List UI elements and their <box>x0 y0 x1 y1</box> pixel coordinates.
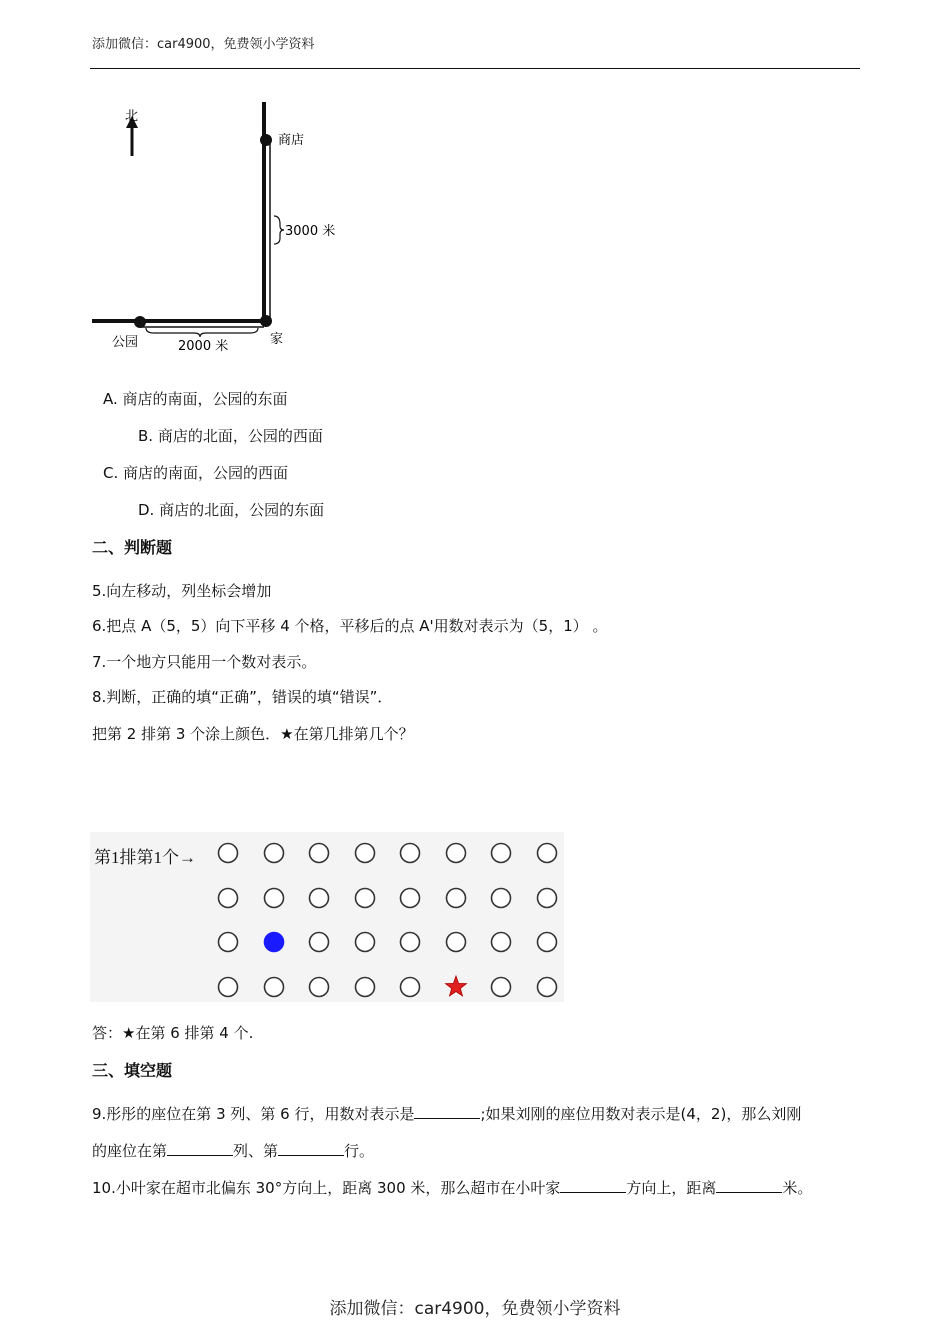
seat-grid-dots <box>90 832 564 1002</box>
seat-grid <box>90 832 564 1002</box>
blank-q10-distance[interactable] <box>716 1178 782 1193</box>
seat-circle <box>492 889 511 908</box>
seat-circle <box>356 978 375 997</box>
blank-q9-column[interactable] <box>167 1141 233 1156</box>
blank-q9-row[interactable] <box>278 1141 344 1156</box>
seat-circle <box>265 978 284 997</box>
blank-q10-direction[interactable] <box>560 1178 626 1193</box>
option-b: B. 商店的北面，公园的西面 <box>138 427 323 445</box>
seat-circle <box>219 933 238 952</box>
park-point <box>134 316 146 328</box>
seat-circle <box>538 844 557 863</box>
vertical-brace <box>274 216 284 244</box>
seat-circle <box>401 844 420 863</box>
seat-circle <box>492 933 511 952</box>
question-10: 10.小叶家在超市北偏东 30°方向上，距离 300 米，那么超市在小叶家 方向上，距离 米。 <box>92 1179 813 1197</box>
blank-q9-pair[interactable] <box>414 1104 480 1119</box>
option-d: D. 商店的北面，公园的东面 <box>138 501 325 519</box>
seat-circle <box>356 844 375 863</box>
header-watermark: 添加微信：car4900，免费领小学资料 <box>92 37 315 52</box>
seat-circle <box>356 889 375 908</box>
question-9-line2: 的座位在第 列、第 行。 <box>92 1142 375 1160</box>
question-5: 5.向左移动，列坐标会增加 <box>92 582 272 600</box>
seat-circle <box>401 889 420 908</box>
seat-circle <box>265 889 284 908</box>
seat-circle <box>538 933 557 952</box>
header-rule <box>90 68 860 69</box>
seat-circle <box>401 933 420 952</box>
question-9-line1: 9.彤彤的座位在第 3 列、第 6 行，用数对表示是 ;如果刘刚的座位用数对表示是(4，2)，那么刘刚 <box>92 1105 802 1123</box>
seat-circle <box>310 889 329 908</box>
seat-circle <box>219 978 238 997</box>
seat-circle <box>538 889 557 908</box>
seat-circle <box>447 889 466 908</box>
horizontal-brace <box>146 328 258 337</box>
option-c: C. 商店的南面，公园的西面 <box>103 464 289 482</box>
seat-circle <box>219 844 238 863</box>
seat-circle <box>538 978 557 997</box>
seat-circle <box>310 844 329 863</box>
answer-8: 答：★在第 6 排第 4 个. <box>92 1024 254 1042</box>
seat-circle <box>310 978 329 997</box>
question-7: 7.一个地方只能用一个数对表示。 <box>92 653 317 671</box>
star-seat <box>446 976 467 996</box>
seat-circle <box>492 844 511 863</box>
section-heading-fill-blank: 三、填空题 <box>92 1061 173 1080</box>
north-label: 北 <box>125 109 139 124</box>
home-label: 家 <box>270 332 284 347</box>
seat-circle <box>492 978 511 997</box>
distance-vertical: 3000 米 <box>285 224 336 239</box>
question-8: 8.判断，正确的填“正确”，错误的填“错误”． <box>92 688 393 706</box>
seat-circle <box>219 889 238 908</box>
seat-circle <box>310 933 329 952</box>
seat-circle <box>447 933 466 952</box>
seat-circle <box>447 844 466 863</box>
shop-label: 商店 <box>278 133 305 148</box>
shop-point <box>260 134 272 146</box>
grid-start-label: 第1排第1个→ <box>94 848 196 867</box>
seat-circle <box>401 978 420 997</box>
direction-map <box>90 96 350 360</box>
distance-horizontal: 2000 米 <box>178 339 229 354</box>
filled-seat <box>265 933 284 952</box>
seat-circle <box>265 844 284 863</box>
footer-watermark: 添加微信：car4900，免费领小学资料 <box>329 1299 621 1319</box>
home-point <box>260 315 272 327</box>
option-a: A. 商店的南面，公园的东面 <box>103 390 288 408</box>
question-8-sub: 把第 2 排第 3 个涂上颜色．★在第几排第几个？ <box>92 725 414 743</box>
park-label: 公园 <box>112 335 139 350</box>
question-6: 6.把点 A（5，5）向下平移 4 个格，平移后的点 A'用数对表示为（5，1） 。 <box>92 617 608 635</box>
section-heading-judgment: 二、判断题 <box>92 538 173 557</box>
seat-circle <box>356 933 375 952</box>
